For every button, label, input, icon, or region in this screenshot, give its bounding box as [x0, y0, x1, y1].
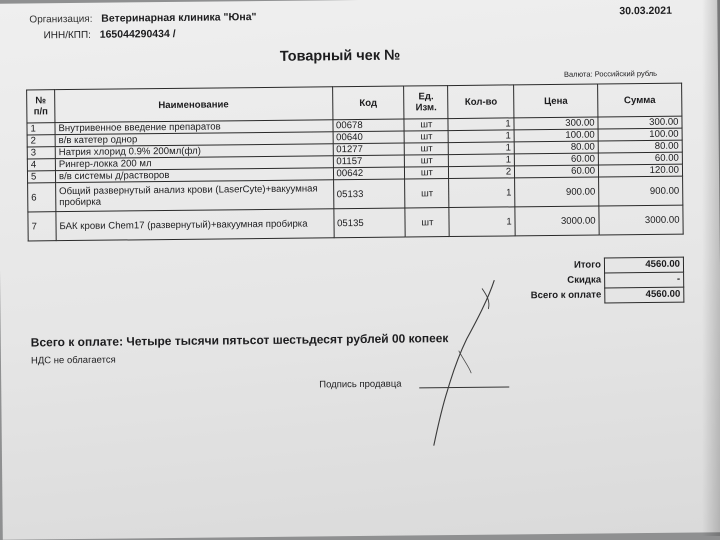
- row-number: 6: [28, 183, 56, 212]
- organization-name: Ветеринарная клиника "Юна": [101, 11, 257, 25]
- row-qty: 1: [449, 178, 515, 208]
- col-header-name: Наименование: [55, 87, 333, 123]
- row-qty: 2: [449, 166, 515, 179]
- row-price: 60.00: [515, 165, 599, 178]
- col-header-unit: Ед. Изм.: [404, 86, 448, 119]
- row-name: Рингер-локка 200 мл: [55, 156, 333, 171]
- subtotal-value: 4560.00: [604, 257, 683, 273]
- col-header-number: № п/п: [27, 90, 55, 123]
- row-sum: 3000.00: [599, 205, 683, 235]
- page-edge-shadow: [702, 0, 720, 536]
- row-code: 01157: [333, 155, 405, 168]
- row-sum: 300.00: [598, 116, 682, 129]
- discount-label: Скидка: [567, 274, 602, 286]
- row-code: 05133: [333, 179, 405, 209]
- row-number: 2: [27, 135, 55, 147]
- total-label: Всего к оплате: [530, 289, 602, 302]
- row-sum: 120.00: [599, 164, 683, 177]
- row-code: 00640: [333, 131, 405, 144]
- col-header-qty: Кол-во: [448, 85, 514, 119]
- row-name: в/в системы д/растворов: [55, 168, 333, 183]
- row-qty: 1: [449, 142, 515, 155]
- row-sum: 80.00: [598, 140, 682, 153]
- organization-label: Организация:: [29, 13, 93, 26]
- row-code: 01277: [333, 143, 405, 156]
- row-qty: 1: [449, 207, 515, 237]
- row-price: 900.00: [515, 177, 599, 207]
- row-price: 60.00: [515, 153, 599, 166]
- row-unit: шт: [405, 167, 449, 179]
- row-name: БАК крови Chem17 (развернутый)+вакуумная пробирка: [56, 209, 334, 241]
- row-unit: шт: [404, 119, 448, 131]
- receipt-title: Товарный чек №: [279, 47, 401, 65]
- total-value: 4560.00: [605, 287, 684, 303]
- col-header-price: Цена: [514, 84, 598, 118]
- row-unit: шт: [404, 131, 448, 143]
- row-qty: 1: [448, 118, 514, 131]
- amount-in-words: Всего к оплате: Четыре тысячи пятьсот шестьдесят рублей 00 копеек: [30, 331, 449, 350]
- row-number: 5: [27, 171, 55, 183]
- row-price: 3000.00: [515, 206, 599, 236]
- row-qty: 1: [448, 130, 514, 143]
- row-unit: шт: [405, 208, 449, 237]
- row-number: 7: [28, 212, 56, 241]
- seller-signature-label: Подпись продавца: [319, 378, 402, 391]
- row-unit: шт: [405, 155, 449, 167]
- row-name: в/в катетер однор: [55, 132, 333, 147]
- discount-value: -: [605, 272, 684, 288]
- row-name: Внутривенное введение препаратов: [55, 120, 333, 135]
- row-number: 4: [27, 159, 55, 171]
- vat-note: НДС не облагается: [30, 354, 116, 367]
- row-sum: 900.00: [599, 176, 683, 206]
- row-sum: 100.00: [598, 128, 682, 141]
- row-unit: шт: [405, 143, 449, 155]
- row-code: 00642: [333, 167, 405, 180]
- row-code: 00678: [332, 119, 404, 132]
- row-price: 80.00: [514, 141, 598, 154]
- col-header-code: Код: [332, 86, 404, 120]
- row-name: Натрия хлорид 0.9% 200мл(фл): [55, 144, 333, 159]
- row-number: 3: [27, 147, 55, 159]
- row-number: 1: [27, 123, 55, 135]
- row-sum: 60.00: [598, 152, 682, 165]
- inn-value: 165044290434 /: [99, 27, 176, 41]
- row-price: 100.00: [514, 129, 598, 142]
- subtotal-label: Итого: [573, 259, 602, 271]
- currency-note: Валюта: Российский рубль: [563, 68, 658, 79]
- row-unit: шт: [405, 179, 449, 208]
- inn-label: ИНН/КПП:: [43, 29, 91, 42]
- receipt-date: 30.03.2021: [619, 4, 672, 18]
- col-header-sum: Сумма: [598, 83, 682, 117]
- row-qty: 1: [449, 154, 515, 167]
- row-name: Общий развернутый анализ крови (LaserCyte)+вакуумная пробирка: [56, 180, 334, 212]
- row-price: 300.00: [514, 117, 598, 130]
- row-code: 05135: [333, 208, 405, 238]
